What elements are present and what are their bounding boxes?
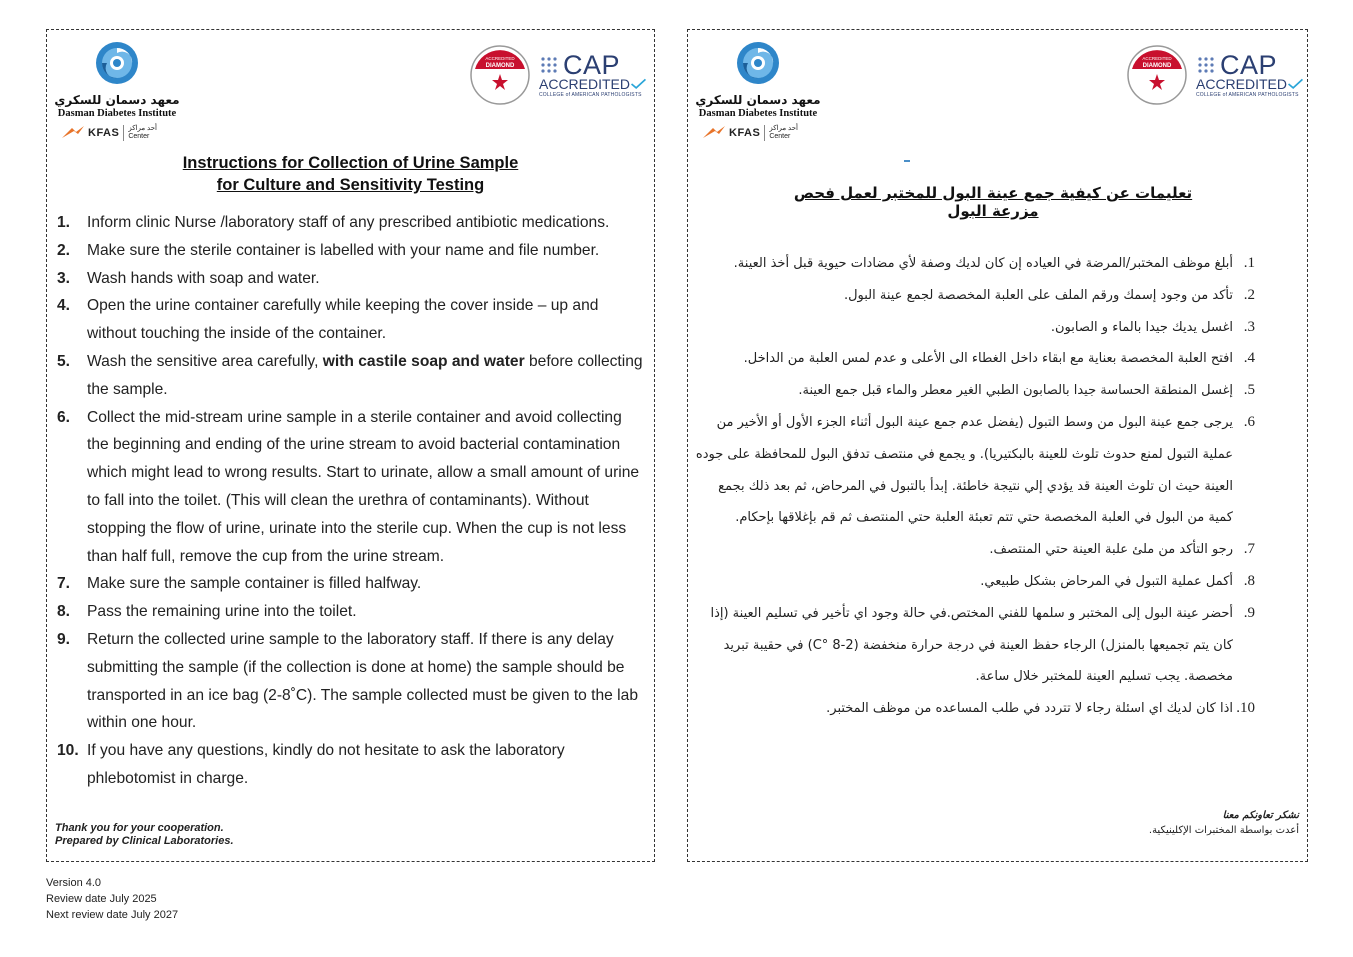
version-number: Version 4.0 — [46, 877, 102, 889]
cap-accredited-logo — [539, 49, 647, 98]
kfas-center-english: Center — [769, 133, 791, 140]
arabic-steps-list — [693, 248, 1253, 725]
kfas-name: KFAS — [729, 127, 761, 139]
kfas-logo — [62, 125, 182, 141]
english-step — [57, 348, 647, 404]
step-text: Return the collected urine sample to the laboratory staff. If there is any delay submitting the sample (if the collection is done at home) the sample should be transported in an ice bag (2-8˚C). The sample collected must be given to the lab within one hour. — [87, 630, 638, 732]
kfas-center-arabic: أحد مراكز — [128, 125, 157, 132]
institute-name-english: Dasman Diabetes Institute — [57, 108, 177, 119]
cap-word: CAP — [1220, 49, 1278, 80]
institute-name-arabic: معهد دسمان للسكري — [695, 93, 821, 107]
arabic-instructions-panel — [687, 29, 1308, 862]
diamond-top-label: ACCREDITED — [485, 56, 515, 61]
next-review-date: Next review date July 2027 — [46, 909, 179, 921]
kfas-center-english: Center — [128, 133, 150, 140]
step-text: Open the urine container carefully while keeping the cover inside – up and without touching the inside of the container. — [87, 297, 599, 343]
accreditation-badges — [1126, 44, 1304, 106]
step-number: 3. — [57, 269, 71, 287]
institute-name-english: Dasman Diabetes Institute — [698, 108, 818, 119]
step-text: Inform clinic Nurse /laboratory staff of any prescribed antibiotic medications. — [87, 214, 610, 231]
step-number: .9 — [1243, 604, 1255, 621]
step-number: .8 — [1243, 572, 1255, 589]
english-steps-list — [57, 209, 647, 793]
kfas-name: KFAS — [88, 127, 120, 139]
arabic-step — [693, 693, 1253, 725]
kfas-mark-icon — [703, 126, 725, 140]
checkmark-icon — [630, 77, 647, 91]
step-text: تأكد من وجود إسمك ورقم الملف على العلبة المخصصة لجمع عينة البول. — [843, 287, 1233, 303]
step-text-bold: with castile soap and water — [322, 352, 525, 370]
arabic-step — [693, 534, 1253, 566]
step-number: .7 — [1243, 541, 1255, 558]
english-title-line2: for Culture and Sensitivity Testing — [216, 176, 485, 194]
step-number: 2. — [57, 241, 71, 259]
diamond-accreditation-seal-icon — [1126, 44, 1188, 106]
step-text: اغسل يديك جيدا بالماء و الصابون. — [1050, 319, 1233, 335]
cap-college-text: COLLEGE of AMERICAN PATHOLOGISTS — [539, 91, 642, 98]
accreditation-badges — [469, 44, 647, 106]
kfas-mark-icon — [62, 126, 84, 140]
arabic-step — [693, 312, 1253, 344]
arabic-step — [693, 343, 1253, 375]
step-number: 7. — [57, 575, 71, 593]
cap-word: CAP — [563, 49, 621, 80]
step-text: If you have any questions, kindly do not hesitate to ask the laboratory phlebotomist in charge. — [87, 742, 565, 787]
step-number: .3 — [1243, 318, 1255, 335]
cap-accredited-text: ACCREDITED — [539, 75, 631, 92]
english-instructions-panel — [46, 29, 655, 862]
english-step — [57, 292, 647, 348]
step-text: Make sure the sample container is filled halfway. — [87, 575, 422, 593]
institute-logo — [693, 40, 823, 141]
diamond-accreditation-seal-icon — [469, 44, 531, 106]
step-text: أكمل عملية التبول في المرحاض بشكل طبيعي. — [980, 573, 1233, 589]
step-text: Make sure the sterile container is labelled with your name and file number. — [87, 241, 600, 259]
version-info — [46, 875, 178, 923]
step-number: .2 — [1243, 286, 1255, 303]
english-title-line1: Instructions for Collection of Urine Sample — [182, 154, 519, 172]
cap-accredited-text: ACCREDITED — [1196, 75, 1288, 92]
english-step — [57, 237, 647, 265]
cap-college-text: COLLEGE of AMERICAN PATHOLOGISTS — [1196, 91, 1299, 98]
step-text: Wash the sensitive area carefully, — [87, 352, 323, 370]
step-number: .6 — [1243, 413, 1255, 430]
arabic-step — [693, 407, 1253, 534]
english-closing — [55, 822, 234, 848]
thanks-text: Thank you for your cooperation. — [55, 822, 224, 834]
kfas-logo — [703, 125, 823, 141]
diamond-word-label: DIAMOND — [485, 63, 515, 69]
step-number: 4. — [57, 297, 71, 315]
swirl-logo-icon — [94, 40, 140, 86]
kfas-center-label — [764, 125, 798, 141]
institute-name-arabic: معهد دسمان للسكري — [54, 93, 180, 107]
diamond-word-label: DIAMOND — [1142, 63, 1172, 69]
step-text: يرجى جمع عينة البول من وسط التبول (يفضل عدم جمع عينة البول أثناء الجزء الأول أو الأخير من عملية التبول لمنع حدوث تلوث للعينة بالبكتيريا). و يجمع في منتصف تدفق البول للمحافظة على جوده العينة حيث ان تلوث العينة قد يؤدي إلي نتيجة خاطئة. إبدأ بالتبول في المرحاض، ثم بعد ذلك بجمع كمية من البول في العلبة المخصصة حتي تتم تعبئة العلبة حتي المنتصف ثم قم بإغلاقها بإحكام. — [695, 414, 1233, 526]
institute-logo — [52, 40, 182, 141]
kfas-center-label — [123, 125, 157, 141]
step-number: .4 — [1243, 350, 1255, 367]
cap-dots-icon — [539, 55, 559, 75]
arabic-closing — [1149, 808, 1299, 838]
step-number: .5 — [1243, 382, 1255, 399]
step-text: إغسل المنطقة الحساسة جيدا بالصابون الطبي الغير معطر والماء قبل جمع العينة. — [798, 383, 1233, 399]
english-step — [57, 404, 647, 571]
arabic-step — [693, 280, 1253, 312]
diamond-top-label: ACCREDITED — [1142, 56, 1172, 61]
step-number: 9. — [57, 630, 71, 648]
swirl-logo-icon — [735, 40, 781, 86]
review-date: Review date July 2025 — [46, 893, 157, 905]
thanks-text-arabic: نشكر تعاونكم معنا — [1222, 810, 1299, 821]
step-text: اذا كان لديك اي اسئلة رجاء لا تتردد في طلب المساعده من موظف المختبر. — [826, 701, 1233, 717]
step-number: 5. — [57, 352, 71, 370]
step-number: 10. — [57, 742, 79, 760]
step-text: before collecting the sample. — [87, 352, 643, 398]
english-title — [47, 152, 654, 196]
step-text: افتح العلبة المخصصة بعناية مع ابقاء داخل الغطاء الى الأعلى و عدم لمس العلبة من الداخل. — [743, 351, 1233, 367]
step-text: أحضر عينة البول إلى المختبر و سلمها للفني المختص.في حالة وجود اي تأخير في تسليم العينة (إذا كان يتم تجميعها بالمنزل) الرجاء حفظ العينة في درجة حرارة منخفضة (C° 8-2) في حقيبة تبريد مخصصة. يجب تسليم العينة للمختبر خلال ساعة. — [710, 605, 1233, 685]
cap-accredited-logo — [1196, 49, 1304, 98]
step-text: رجو التأكد من ملئ علبة العينة حتي المنتصف. — [989, 542, 1233, 558]
kfas-center-arabic: أحد مراكز — [769, 125, 798, 132]
step-number: 6. — [57, 408, 71, 426]
step-number: 8. — [57, 603, 71, 621]
step-number: .10 — [1236, 700, 1255, 717]
arabic-step — [693, 566, 1253, 598]
cap-dots-icon — [1196, 55, 1216, 75]
step-text: Wash hands with soap and water. — [87, 269, 320, 287]
arabic-step — [693, 598, 1253, 693]
english-step — [57, 737, 647, 793]
arabic-title: تعليمات عن كيفية جمع عينة البول للمختبر لعمل فحص مزرعة البول — [793, 184, 1193, 220]
english-step — [57, 209, 647, 237]
arabic-step — [693, 248, 1253, 280]
decorative-dash — [904, 160, 910, 162]
step-text: أبلغ موظف المختبر/المرضة في العياده إن كان لديك وصفة لأي مضادات حيوية قبل أخذ العينة. — [733, 256, 1233, 271]
english-step — [57, 570, 647, 598]
english-step — [57, 626, 647, 737]
step-number: .1 — [1243, 255, 1255, 271]
checkmark-icon — [1287, 77, 1304, 91]
english-step — [57, 265, 647, 293]
prepared-by-text-arabic: أعدت بواسطة المختبرات الإكلينيكية. — [1148, 825, 1299, 836]
step-number: 1. — [57, 214, 71, 231]
english-step — [57, 598, 647, 626]
arabic-step — [693, 375, 1253, 407]
step-text: Collect the mid-stream urine sample in a sterile container and avoid collecting the beginning and ending of the urine stream to avoid bacterial contamination which might lead to wrong results. Start to urinate, allow a small amount of urine to fall into the toilet. (This will clean the urethra of contaminants). Without stopping the flow of urine, urinate into the sterile cup. When the cup is not less than half full, remove the cup from the urine stream. — [87, 408, 640, 565]
step-text: Pass the remaining urine into the toilet. — [87, 603, 357, 621]
prepared-by-text: Prepared by Clinical Laboratories. — [55, 835, 234, 847]
